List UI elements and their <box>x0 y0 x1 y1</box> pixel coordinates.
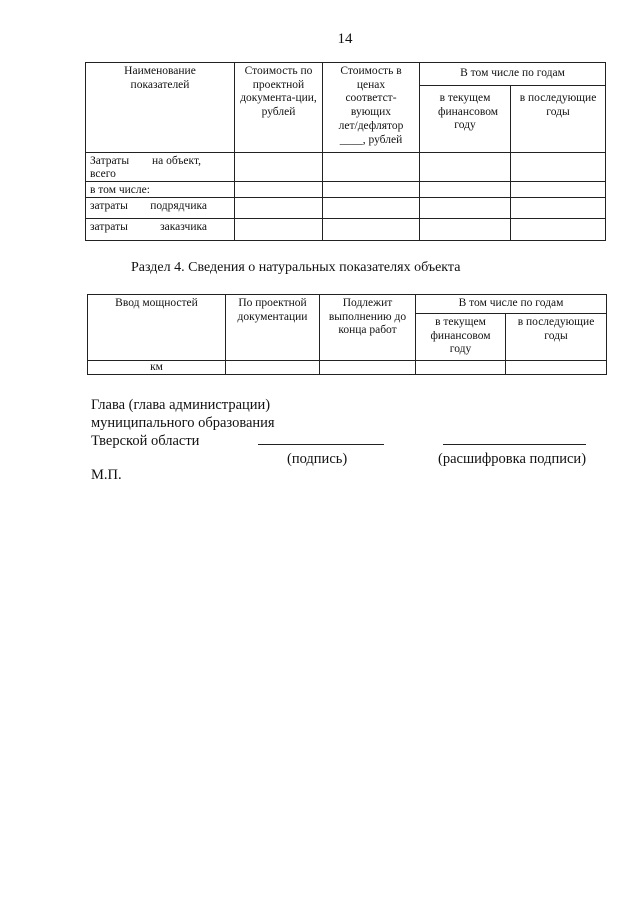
signature-line <box>258 444 384 445</box>
page-number: 14 <box>337 31 353 47</box>
row-label: затраты подрядчика <box>86 198 235 219</box>
header-name: Наименование показателей <box>86 63 235 153</box>
stamp-label: М.П. <box>91 467 122 483</box>
table-row <box>88 361 607 375</box>
row-label: затраты заказчика <box>86 219 235 241</box>
table-row <box>86 153 606 182</box>
header-by-years: В том числе по годам <box>416 295 607 314</box>
table-row <box>86 182 606 198</box>
header-next-years: в последующие годы <box>506 314 607 361</box>
row-label: Затраты на объект, всего <box>86 153 235 182</box>
header-current-year: в текущем финансовом году <box>416 314 506 361</box>
header-current-year: в текущем финансовом году <box>420 86 511 153</box>
signature-label: (подпись) <box>287 451 348 467</box>
header-cost-prices: Стоимость в ценах соответст- вующих лет/дефлятор ____, рублей <box>323 63 420 153</box>
table-row <box>86 198 606 219</box>
header-by-project: По проектной документации <box>226 295 320 361</box>
header-remaining: Подлежит выполнению до конца работ <box>320 295 416 361</box>
costs-table <box>85 62 606 241</box>
decode-label: (расшифровка подписи) <box>438 451 587 467</box>
section-4-title: Раздел 4. Сведения о натуральных показателях объекта <box>131 260 461 275</box>
capacity-table <box>87 294 607 375</box>
decode-line <box>443 444 586 445</box>
header-capacity: Ввод мощностей <box>88 295 226 361</box>
row-label: км <box>88 361 226 375</box>
signatory-title: Глава (глава администрации) муниципального образования Тверской области <box>91 397 275 449</box>
header-cost-project: Стоимость по проектной документа-ции, рублей <box>235 63 323 153</box>
header-by-years: В том числе по годам <box>420 63 606 86</box>
row-label: в том числе: <box>86 182 235 198</box>
table-row <box>86 219 606 241</box>
header-next-years: в последующие годы <box>511 86 606 153</box>
